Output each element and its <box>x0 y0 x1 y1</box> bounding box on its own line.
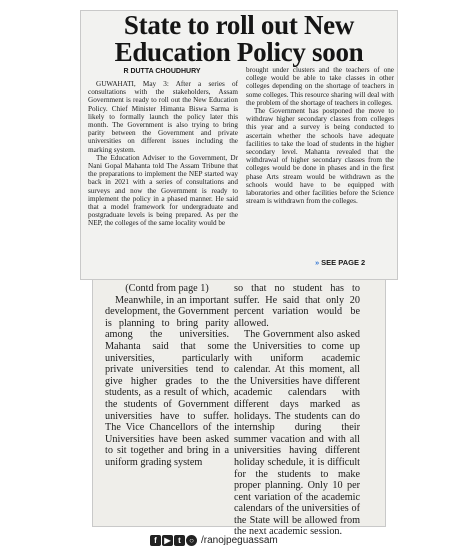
paragraph: so that no student has to suffer. He said that only 20 percent variation would be allowed. <box>234 283 360 329</box>
paragraph: The Government also asked the Universities to come up with uniform academic calendar. At this moment, all the Universities have different academic calendars with different days marked as holidays. The students can do internship during their summer vacation and with all universities having different holiday schedule, it is difficult for the students to make proper planning. Only 10 per cent variation of the academic calendars of the universities of the State will be allowed from the next academic session. <box>234 329 360 538</box>
contd-label: (Contd from page 1) <box>125 283 209 294</box>
social-footer <box>150 532 350 548</box>
article-column-2 <box>246 66 394 205</box>
continuation-column-1 <box>105 283 229 469</box>
twitter-icon: t <box>174 535 185 546</box>
headline: State to roll out New Education Policy soon <box>114 10 364 67</box>
facebook-icon: f <box>150 535 161 546</box>
paragraph: The Government has postponed the move to withdraw higher secondary classes from colleges this year and a survey is being conducted to ascertain whether the schools have adequate facilities to take the load of students in the higher secondary level. Mahanta revealed that the withdrawal of higher secondary classes from the colleges would be done in phases and in the first phase Arts stream would be withdrawn as the schools would have to be equipped with laboratories and other facilities before the Science stream is withdrawn from the colleges. <box>246 107 394 206</box>
paragraph: brought under clusters and the teachers of one college would be able to take classes in other colleges depending on the shortage of teachers in some colleges. This resource sharing will deal with the problem of the shortage of teachers in colleges. <box>246 66 394 107</box>
instagram-icon: ○ <box>186 535 197 546</box>
article-column-1 <box>88 80 238 228</box>
paragraph: The Education Adviser to the Government, Dr Nani Gopal Mahanta told The Assam Tribune that the preparations to implement the NEP started way back in 2021 with a series of consultations and surveys and now the Government is ready to implement the policy in a phased manner. He said that a model framework for undergraduate and postgraduate levels is being prepared. As per the NEP, the colleges of the same locality would be <box>88 153 238 228</box>
youtube-icon: ▶ <box>162 535 173 546</box>
paragraph: GUWAHATI, May 3: After a series of consultations with the stakeholders, Assam Government is ready to roll out the New Education Policy. Chief Minister Himanta Biswa Sarma is likely to formally launch the policy later this month. The Government is also trying to bring parity between the Government and private universities on different issues including the marking system. <box>88 80 238 154</box>
double-chevron-right-icon: » <box>315 258 320 267</box>
social-handle: /ranojpeguassam <box>201 534 278 546</box>
paragraph: Meanwhile, in an important development, the Government is planning to bring parity among the universities. Mahanta said that some universities, particularly private universities tend to give higher grades to the students, as a result of which, the students of Government universities have to suffer. The Vice Chancellors of the Universities have been asked to sit together and bring in a uniform grading system <box>105 294 229 468</box>
see-page-link <box>315 258 365 267</box>
see-page-label: SEE PAGE 2 <box>321 258 366 267</box>
byline: R DUTTA CHOUDHURY <box>123 68 201 75</box>
continuation-column-2 <box>234 283 360 538</box>
